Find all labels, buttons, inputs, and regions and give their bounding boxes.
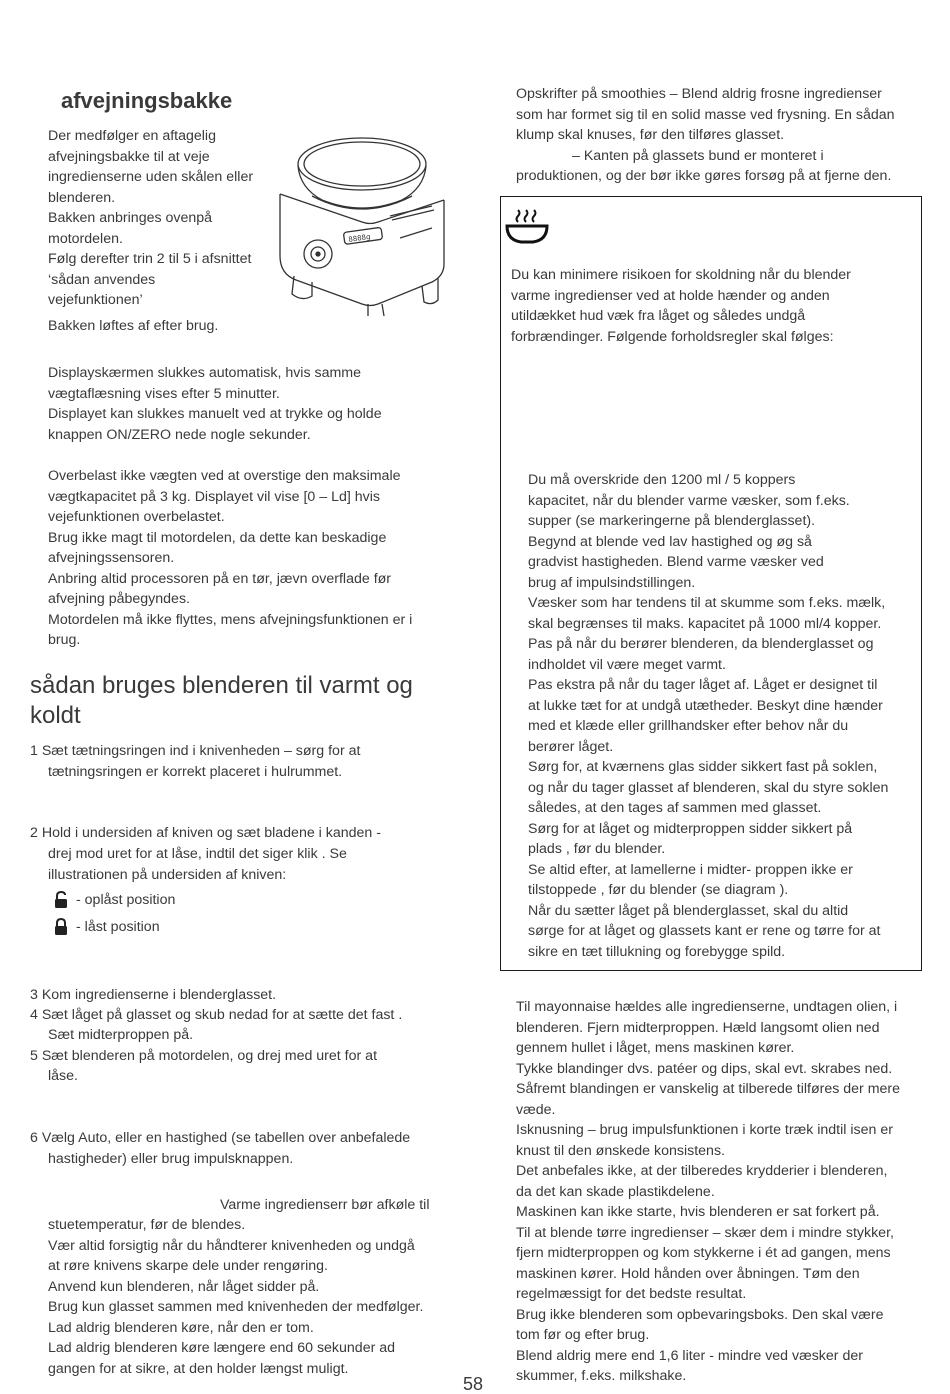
- overload-paragraph: Overbelast ikke vægten ved at overstige den maksimale vægtkapacitet på 3 kg. Displayet vil vise [0 – Ld] hvis vejefunktionen overbelastet. Brug ikke magt til motordelen, da dette kan beskadige afvejningssensoren. Anbring altid processoren på en tør, jævn overflade før afvejning påbegyndes. Motordelen må ikke flyttes, mens afvejningsfunktionen er i brug.: [48, 468, 413, 648]
- section-title-hot-cold-line2: koldt: [30, 702, 81, 729]
- scale-display-readout: 8888g: [347, 232, 372, 244]
- unlocked-position-label: - oplåst position: [76, 892, 176, 908]
- step-2-line-1: 2 Hold i undersiden af kniven og sæt bladene i kanden -: [30, 825, 381, 841]
- warm-ingredients-line-1: Varme ingredienserr bør afkøle til: [220, 1197, 430, 1213]
- weighing-scale-illustration: [272, 126, 452, 316]
- scald-risk-paragraph: Du kan minimere risikoen for skoldning når du blender varme ingredienser ved at holde hænder og anden utildækket hud væk fra låget og således undgå forbrændinger. Følgende forholdsregler skal følges:: [511, 267, 851, 345]
- step-4-line-1: 4 Sæt låget på glasset og skub nedad for at sætte det fast .: [30, 1007, 403, 1023]
- step-2-line-3: illustrationen på undersiden af kniven:: [48, 867, 287, 883]
- safety-paragraph: stuetemperatur, før de blendes. Vær altid forsigtig når du håndterer knivenheden og undgå at røre knivens skarpe dele under rengøring. Anvend kun blenderen, når låget sidder på. Brug kun glasset sammen med knivenheden der medfølger. Lad aldrig blenderen køre, når den er tom. Lad aldrig blenderen køre længere end 60 sekunder ad gangen for at sikre, at den holder længst muligt.: [48, 1217, 424, 1377]
- intro-paragraph: Der medfølger en aftagelig afvejningsbakke til at veje ingredienserne uden skålen eller blenderen. Bakken anbringes ovenpå motordelen. Følg derefter trin 2 til 5 i afsnittet ‘sådan anvendes vejefunktionen’: [48, 128, 254, 308]
- lift-tray-note: Bakken løftes af efter brug.: [48, 318, 219, 334]
- step-4-line-2: Sæt midterproppen på.: [48, 1027, 194, 1043]
- step-3: 3 Kom ingredienserne i blenderglasset.: [30, 987, 277, 1003]
- section-title-weighing-tray: afvejningsbakke: [61, 88, 233, 113]
- page-number: 58: [463, 1374, 484, 1394]
- step-2-line-2: drej mod uret for at låse, indtil det siger klik . Se: [48, 846, 347, 862]
- locked-padlock-icon: [54, 918, 68, 936]
- step-5-line-1: 5 Sæt blenderen på motordelen, og drej med uret for at: [30, 1048, 378, 1064]
- smoothie-paragraph: Opskrifter på smoothies – Blend aldrig frosne ingredienser som har formet sig til en solid masse ved frysning. En sådan klump skal knuses, før den tilføres glasset. – Kanten på glassets bund er monteret i produktionen, og der bør ikke gøres forsøg på at fjerne den.: [516, 86, 895, 184]
- step-6-line-1: 6 Vælg Auto, eller en hastighed (se tabellen over anbefalede: [30, 1130, 411, 1146]
- step-1-line-2: tætningsringen er korrekt placeret i hulrummet.: [48, 764, 343, 780]
- hot-bowl-warning-icon: [505, 208, 549, 244]
- display-paragraph: Displayskærmen slukkes automatisk, hvis samme vægtaflæsning vises efter 5 minutter. Displayet kan slukkes manuelt ved at trykke og holde knappen ON/ZERO nede nogle sekunder.: [48, 365, 382, 443]
- unlocked-padlock-icon: [54, 891, 68, 909]
- hot-liquid-precautions-list: Du må overskride den 1200 ml / 5 koppers kapacitet, når du blender varme væsker, som f.eks. supper (se markeringerne på blenderglasset). Begynd at blende ved lav hastighed og øg så gradvist hastigheden. Blend varme væsker ved brug af impulsindstillingen. Væsker som har tendens til at skumme som f.eks. mælk, skal begrænses til maks. kapacitet på 1000 ml/4 kopper. Pas på når du berører blenderen, da blenderglasset og indholdet vil være meget varmt. Pas ekstra på når du tager låget af. Låget er designet til at lukke tæt for at undgå utætheder. Beskyt dine hænder med et klæde eller grillhandsker efter behov når du berører låget. Sørg for, at kværnens glas sidder sikkert fast på soklen, og når du tager glasset af blenderen, skal du styre soklen således, at den tages af sammen med glasset. Sørg for at låget og midterproppen sidder sikkert på plads , før du blender. Se altid efter, at lamellerne i midter- proppen ikke er tilstoppede , før du blender (se diagram ). Når du sætter låget på blenderglasset, skal du altid sørge for at låget og glassets kant er rene og tørre for at sikre en tæt tillukning og forebygge spild.: [528, 472, 889, 960]
- section-title-hot-cold-line1: sådan bruges blenderen til varmt og: [30, 672, 413, 699]
- tips-paragraph: Til mayonnaise hældes alle ingredienserne, undtagen olien, i blenderen. Fjern midterproppen. Hæld langsomt olien ned gennem hullet i låget, mens maskinen kører. Tykke blandinger dvs. patéer og dips, skal evt. skrabes ned. Såfremt blandingen er vanskelig at tilberede tilføres der mere væde. Isknusning – brug impulsfunktionen i korte træk indtil isen er knust til den ønskede konsistens. Det anbefales ikke, at der tilberedes krydderier i blenderen, da det kan skade plastikdelene. Maskinen kan ikke starte, hvis blenderen er sat forkert på. Til at blende tørre ingredienser – skær dem i mindre stykker, fjern midterproppen og kom stykkerne i ét ad gangen, mens maskinen kører. Hold hånden over åbningen. Tøm den regelmæssigt for det bedste resultat. Brug ikke blenderen som opbevaringsboks. Den skal være tom før og efter brug. Blend aldrig mere end 1,6 liter - mindre ved væsker der skummer, f.eks. milkshake.: [516, 999, 901, 1384]
- step-1-line-1: 1 Sæt tætningsringen ind i knivenheden – sørg for at: [30, 743, 361, 759]
- step-6-line-2: hastigheder) eller brug impulsknappen.: [48, 1151, 294, 1167]
- locked-position-label: - låst position: [76, 919, 160, 935]
- step-5-line-2: låse.: [48, 1068, 78, 1084]
